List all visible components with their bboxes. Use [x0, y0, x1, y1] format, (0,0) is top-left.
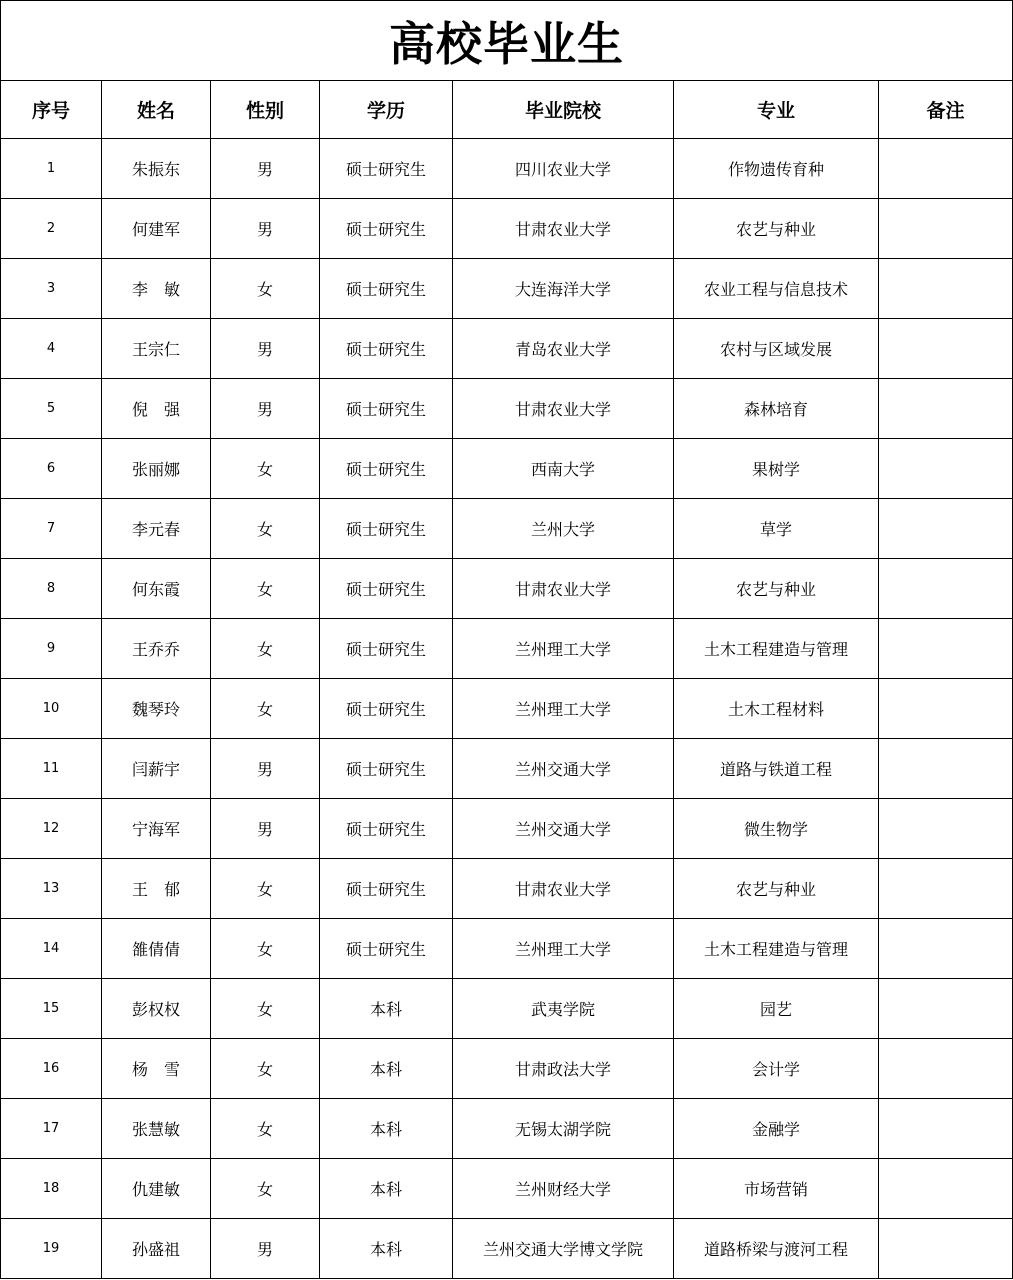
header-remark: 备注	[879, 81, 1013, 139]
cell-name: 朱振东	[102, 139, 211, 199]
cell-name: 孙盛祖	[102, 1219, 211, 1279]
cell-school: 甘肃农业大学	[453, 559, 674, 619]
cell-remark	[879, 199, 1013, 259]
table-row	[1, 1039, 1013, 1099]
cell-name: 雒倩倩	[102, 919, 211, 979]
cell-major: 森林培育	[674, 379, 879, 439]
cell-gender: 女	[211, 979, 320, 1039]
cell-gender: 男	[211, 739, 320, 799]
cell-name: 王 郁	[102, 859, 211, 919]
cell-index: 2	[1, 199, 102, 259]
cell-remark	[879, 1159, 1013, 1219]
cell-education: 硕士研究生	[320, 199, 453, 259]
cell-gender: 女	[211, 919, 320, 979]
table-row	[1, 439, 1013, 499]
table-row	[1, 199, 1013, 259]
cell-name: 仇建敏	[102, 1159, 211, 1219]
cell-major: 农艺与种业	[674, 199, 879, 259]
header-school: 毕业院校	[453, 81, 674, 139]
table-row	[1, 919, 1013, 979]
cell-school: 甘肃农业大学	[453, 859, 674, 919]
cell-education: 硕士研究生	[320, 919, 453, 979]
cell-gender: 女	[211, 679, 320, 739]
cell-major: 农艺与种业	[674, 859, 879, 919]
cell-index: 5	[1, 379, 102, 439]
cell-remark	[879, 1219, 1013, 1279]
cell-name: 王乔乔	[102, 619, 211, 679]
cell-gender: 女	[211, 619, 320, 679]
cell-name: 王宗仁	[102, 319, 211, 379]
header-education: 学历	[320, 81, 453, 139]
cell-remark	[879, 559, 1013, 619]
cell-index: 10	[1, 679, 102, 739]
cell-remark	[879, 859, 1013, 919]
cell-index: 4	[1, 319, 102, 379]
cell-major: 会计学	[674, 1039, 879, 1099]
cell-education: 硕士研究生	[320, 319, 453, 379]
cell-name: 倪 强	[102, 379, 211, 439]
cell-index: 15	[1, 979, 102, 1039]
cell-index: 8	[1, 559, 102, 619]
cell-index: 11	[1, 739, 102, 799]
cell-school: 兰州交通大学	[453, 799, 674, 859]
cell-remark	[879, 799, 1013, 859]
cell-education: 硕士研究生	[320, 739, 453, 799]
cell-major: 草学	[674, 499, 879, 559]
cell-gender: 男	[211, 799, 320, 859]
cell-education: 硕士研究生	[320, 259, 453, 319]
cell-index: 17	[1, 1099, 102, 1159]
cell-education: 本科	[320, 979, 453, 1039]
cell-remark	[879, 139, 1013, 199]
cell-education: 硕士研究生	[320, 619, 453, 679]
cell-index: 1	[1, 139, 102, 199]
cell-gender: 女	[211, 1039, 320, 1099]
table-row	[1, 679, 1013, 739]
cell-school: 兰州理工大学	[453, 619, 674, 679]
cell-remark	[879, 679, 1013, 739]
cell-name: 张慧敏	[102, 1099, 211, 1159]
cell-remark	[879, 319, 1013, 379]
cell-index: 18	[1, 1159, 102, 1219]
table-row	[1, 499, 1013, 559]
cell-name: 何建军	[102, 199, 211, 259]
cell-education: 硕士研究生	[320, 499, 453, 559]
cell-gender: 女	[211, 859, 320, 919]
cell-major: 作物遗传育种	[674, 139, 879, 199]
cell-gender: 男	[211, 319, 320, 379]
cell-index: 13	[1, 859, 102, 919]
cell-major: 园艺	[674, 979, 879, 1039]
cell-major: 道路与铁道工程	[674, 739, 879, 799]
table-row	[1, 619, 1013, 679]
cell-gender: 女	[211, 1099, 320, 1159]
table-row	[1, 259, 1013, 319]
table-row	[1, 979, 1013, 1039]
table-row	[1, 859, 1013, 919]
cell-index: 14	[1, 919, 102, 979]
cell-remark	[879, 979, 1013, 1039]
header-row	[1, 81, 1013, 139]
cell-remark	[879, 739, 1013, 799]
table-row	[1, 379, 1013, 439]
cell-remark	[879, 259, 1013, 319]
cell-index: 12	[1, 799, 102, 859]
title-row	[1, 1, 1013, 81]
cell-school: 兰州大学	[453, 499, 674, 559]
cell-school: 无锡太湖学院	[453, 1099, 674, 1159]
cell-index: 6	[1, 439, 102, 499]
cell-major: 农业工程与信息技术	[674, 259, 879, 319]
cell-major: 土木工程材料	[674, 679, 879, 739]
cell-index: 3	[1, 259, 102, 319]
cell-name: 李 敏	[102, 259, 211, 319]
cell-index: 16	[1, 1039, 102, 1099]
table-row	[1, 319, 1013, 379]
header-index: 序号	[1, 81, 102, 139]
cell-gender: 男	[211, 139, 320, 199]
cell-education: 硕士研究生	[320, 379, 453, 439]
sheet-title: 高校毕业生	[1, 1, 1013, 81]
cell-school: 兰州财经大学	[453, 1159, 674, 1219]
cell-education: 本科	[320, 1099, 453, 1159]
cell-gender: 女	[211, 559, 320, 619]
cell-school: 兰州交通大学博文学院	[453, 1219, 674, 1279]
cell-school: 兰州理工大学	[453, 679, 674, 739]
table-row	[1, 799, 1013, 859]
cell-education: 硕士研究生	[320, 679, 453, 739]
cell-major: 果树学	[674, 439, 879, 499]
cell-name: 杨 雪	[102, 1039, 211, 1099]
cell-gender: 女	[211, 1159, 320, 1219]
cell-school: 兰州理工大学	[453, 919, 674, 979]
table-row	[1, 559, 1013, 619]
cell-name: 宁海军	[102, 799, 211, 859]
cell-name: 何东霞	[102, 559, 211, 619]
cell-school: 甘肃政法大学	[453, 1039, 674, 1099]
cell-school: 武夷学院	[453, 979, 674, 1039]
cell-school: 青岛农业大学	[453, 319, 674, 379]
cell-name: 彭权权	[102, 979, 211, 1039]
cell-major: 金融学	[674, 1099, 879, 1159]
cell-school: 兰州交通大学	[453, 739, 674, 799]
cell-gender: 女	[211, 259, 320, 319]
cell-education: 本科	[320, 1039, 453, 1099]
cell-major: 微生物学	[674, 799, 879, 859]
cell-education: 本科	[320, 1159, 453, 1219]
cell-gender: 女	[211, 499, 320, 559]
cell-remark	[879, 379, 1013, 439]
table-row	[1, 739, 1013, 799]
table-row	[1, 139, 1013, 199]
cell-school: 甘肃农业大学	[453, 379, 674, 439]
cell-gender: 女	[211, 439, 320, 499]
cell-remark	[879, 499, 1013, 559]
cell-name: 李元春	[102, 499, 211, 559]
cell-name: 闫薪宇	[102, 739, 211, 799]
cell-name: 魏琴玲	[102, 679, 211, 739]
cell-name: 张丽娜	[102, 439, 211, 499]
cell-index: 19	[1, 1219, 102, 1279]
cell-school: 甘肃农业大学	[453, 199, 674, 259]
cell-school: 四川农业大学	[453, 139, 674, 199]
cell-education: 本科	[320, 1219, 453, 1279]
cell-education: 硕士研究生	[320, 859, 453, 919]
cell-school: 西南大学	[453, 439, 674, 499]
cell-education: 硕士研究生	[320, 139, 453, 199]
header-name: 姓名	[102, 81, 211, 139]
cell-remark	[879, 1099, 1013, 1159]
header-major: 专业	[674, 81, 879, 139]
cell-education: 硕士研究生	[320, 799, 453, 859]
cell-major: 土木工程建造与管理	[674, 619, 879, 679]
cell-gender: 男	[211, 1219, 320, 1279]
cell-school: 大连海洋大学	[453, 259, 674, 319]
table-row	[1, 1159, 1013, 1219]
cell-remark	[879, 439, 1013, 499]
cell-gender: 男	[211, 199, 320, 259]
table-row	[1, 1099, 1013, 1159]
cell-major: 土木工程建造与管理	[674, 919, 879, 979]
cell-major: 农艺与种业	[674, 559, 879, 619]
cell-index: 9	[1, 619, 102, 679]
cell-major: 市场营销	[674, 1159, 879, 1219]
cell-education: 硕士研究生	[320, 559, 453, 619]
cell-major: 农村与区域发展	[674, 319, 879, 379]
cell-remark	[879, 1039, 1013, 1099]
cell-remark	[879, 919, 1013, 979]
table-row	[1, 1219, 1013, 1279]
cell-remark	[879, 619, 1013, 679]
cell-gender: 男	[211, 379, 320, 439]
cell-major: 道路桥梁与渡河工程	[674, 1219, 879, 1279]
header-gender: 性别	[211, 81, 320, 139]
cell-index: 7	[1, 499, 102, 559]
cell-education: 硕士研究生	[320, 439, 453, 499]
table-body	[1, 139, 1013, 1279]
